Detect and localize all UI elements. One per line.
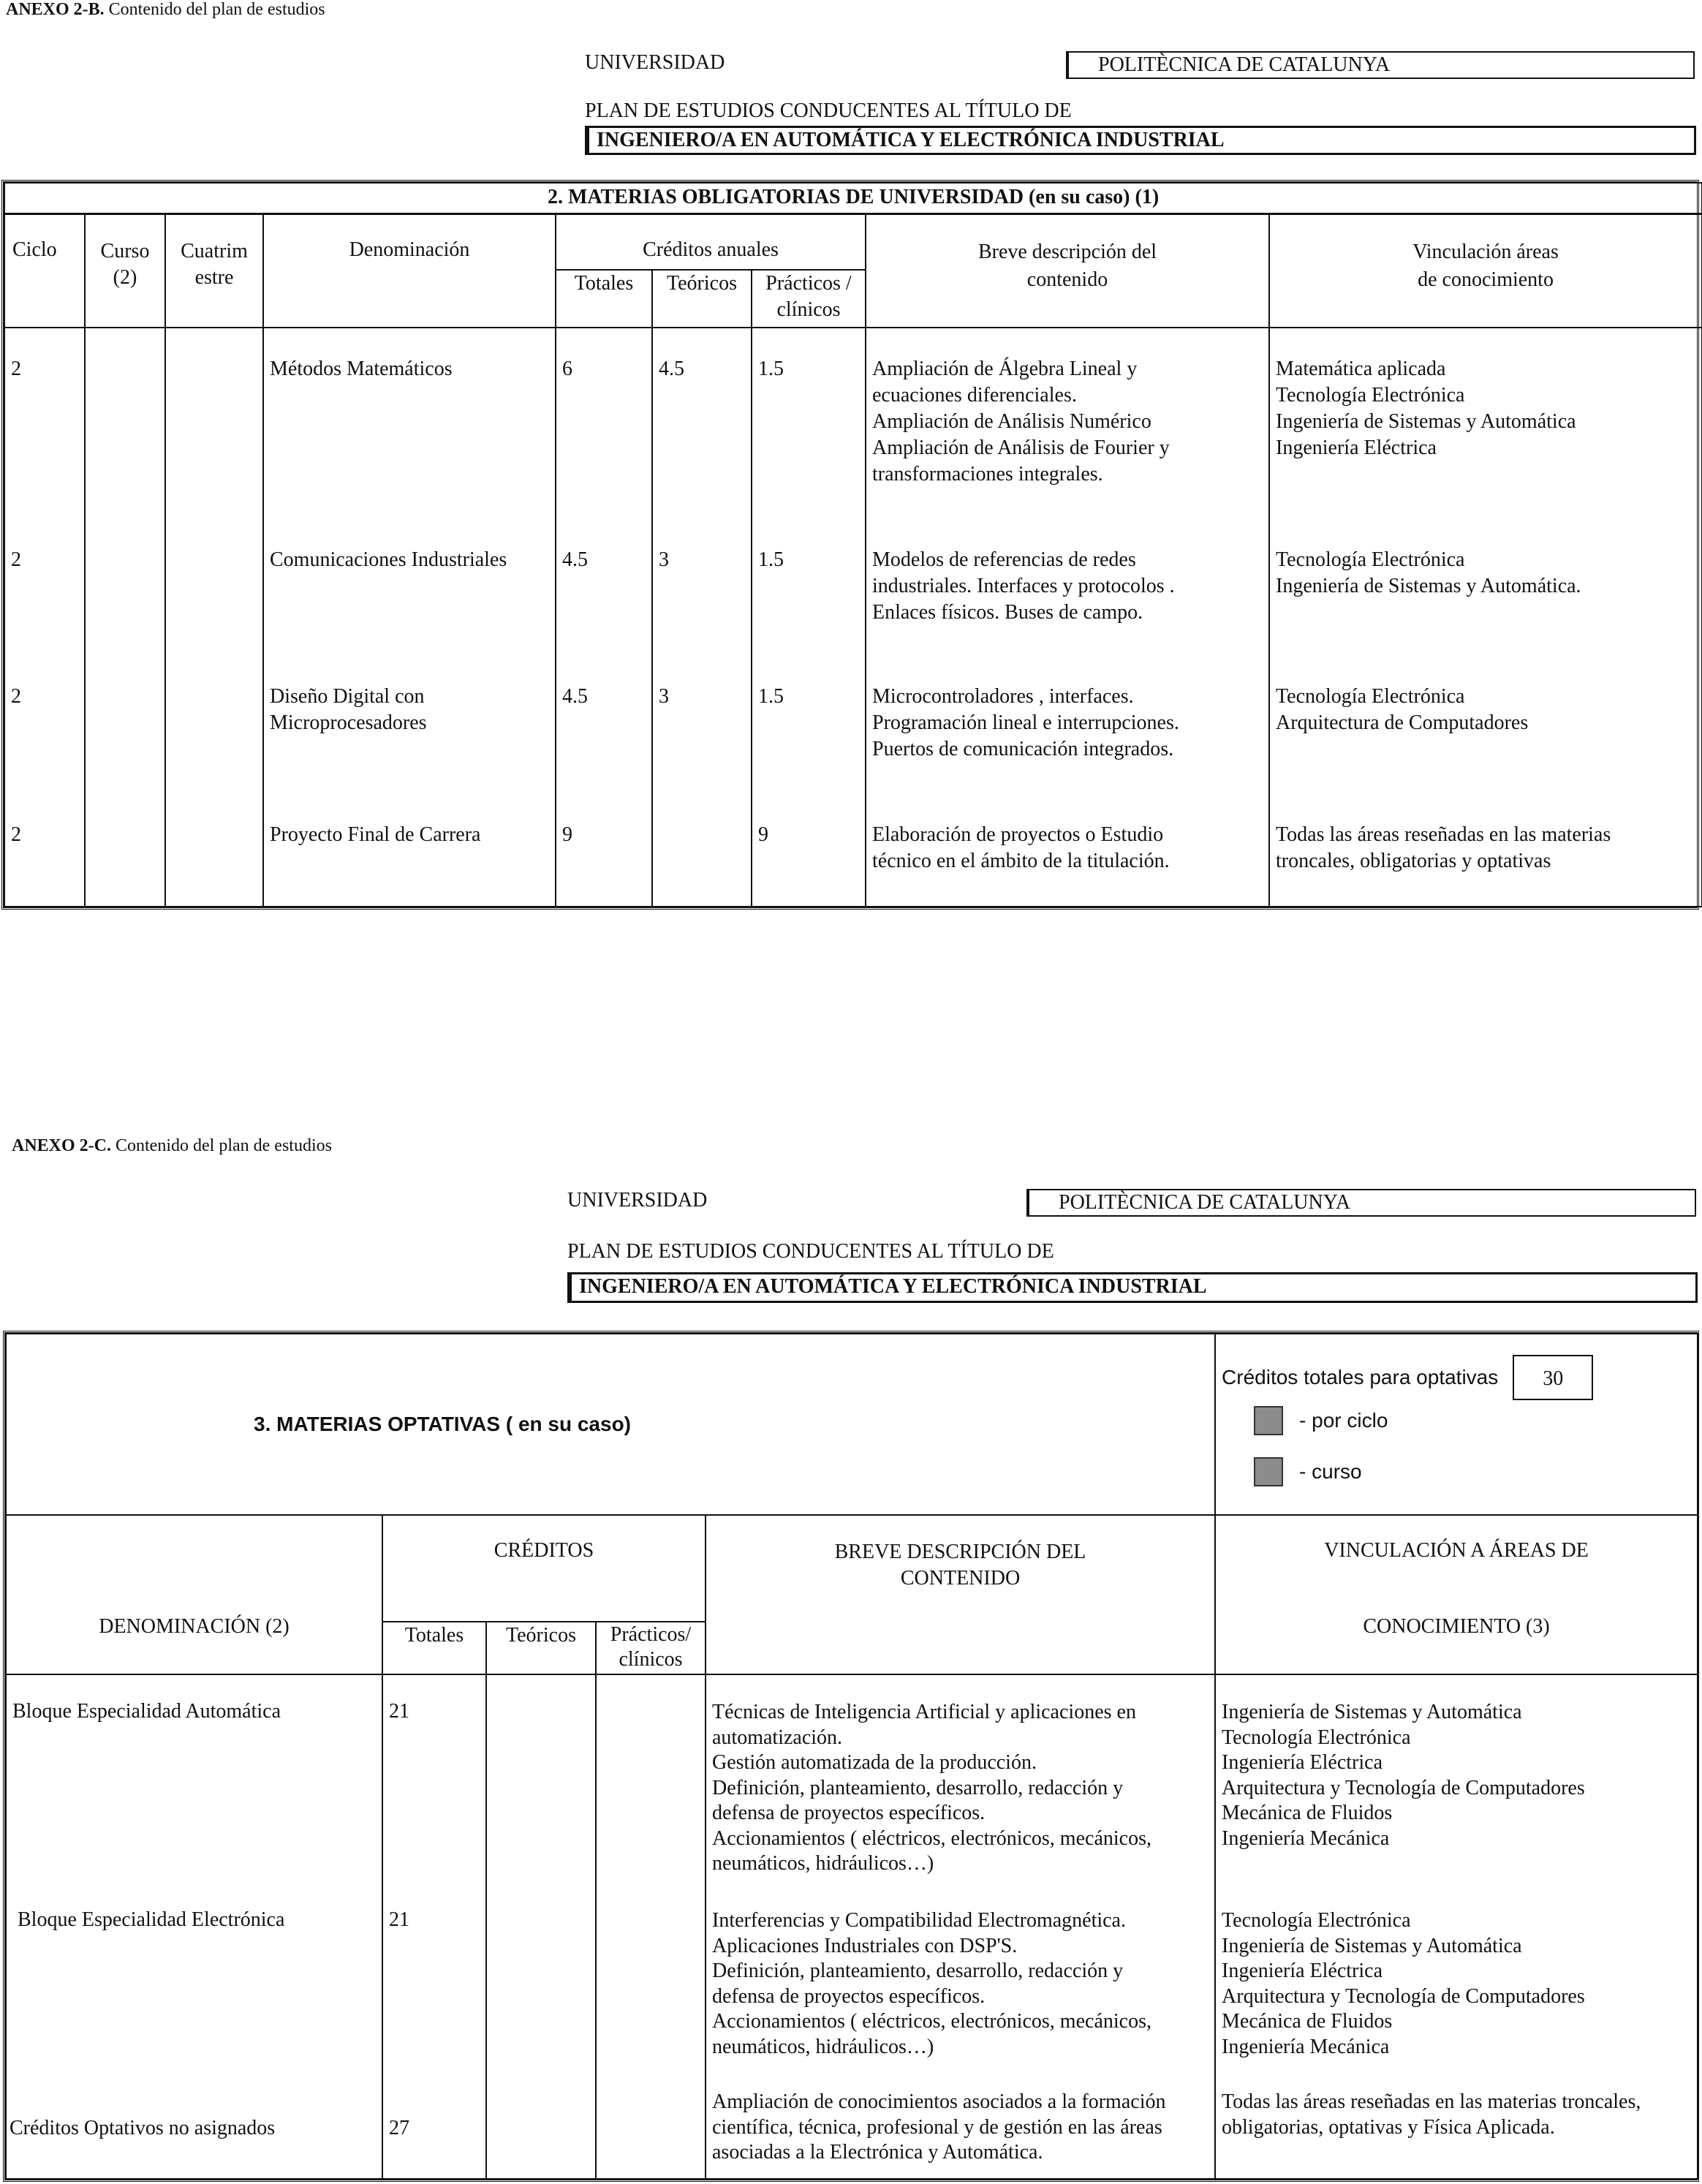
descripcion-line: automatización. <box>712 1726 843 1749</box>
header-denominacion: Denominación <box>263 214 556 328</box>
header-curso: Curso (2) <box>85 214 165 328</box>
descripcion-line: Aplicaciones Industriales con DSP'S. <box>712 1934 1018 1957</box>
cell-totales: 9 <box>556 794 652 907</box>
cell-vinculacion <box>1269 519 1702 656</box>
annex-c-universidad-value: POLITÈCNICA DE CATALUNYA <box>1026 1189 1696 1217</box>
header-vinculacion-top: VINCULACIÓN A ÁREAS DE <box>1324 1539 1589 1562</box>
descripcion-line: Definición, planteamiento, desarrollo, redacción y <box>712 1960 1124 1982</box>
annex-b-degree: INGENIERO/A EN AUTOMÁTICA Y ELECTRÓNICA INDUSTRIAL <box>585 126 1696 155</box>
cell-practicos <box>596 1674 706 1903</box>
annex-b-universidad-label: UNIVERSIDAD <box>585 51 725 74</box>
header-vinculacion-bottom: CONOCIMIENTO (3) <box>1363 1615 1550 1638</box>
vinculacion-line: Todas las áreas reseñadas en las materias <box>1276 823 1611 847</box>
vinculacion-line: Tecnología Electrónica <box>1222 1909 1411 1932</box>
descripcion-line: ecuaciones diferenciales. <box>872 383 1077 407</box>
descripcion-line: Interferencias y Compatibilidad Electromagnética. <box>712 1909 1126 1932</box>
vinculacion-line: Ingeniería Mecánica <box>1222 2035 1390 2058</box>
creditos-totales-value: 30 <box>1513 1355 1593 1400</box>
cell-descripcion <box>706 1674 1215 1903</box>
descripcion-line: Ampliación de Análisis de Fourier y <box>872 436 1170 459</box>
descripcion-line: Accionamientos ( eléctricos, electrónicos, mecánicos, <box>712 1826 1151 1850</box>
annex-b-title-rest: Contenido del plan de estudios <box>104 0 325 19</box>
descripcion-line: Ampliación de conocimientos asociados a la formación <box>712 2090 1166 2113</box>
cell-curso <box>85 794 165 907</box>
vinculacion-line: Ingeniería Eléctrica <box>1222 1960 1383 1982</box>
cell-vinculacion <box>1269 794 1702 907</box>
table-row <box>6 1903 1698 2069</box>
cell-practicos <box>596 1903 706 2069</box>
cell-curso <box>85 656 165 794</box>
cell-totales: 4.5 <box>556 656 652 794</box>
cell-teoricos <box>652 794 752 907</box>
descripcion-line: neumáticos, hidráulicos…) <box>712 2035 934 2058</box>
header-vinculacion <box>1215 1515 1698 1674</box>
descripcion-line: Ampliación de Análisis Numérico <box>872 409 1151 433</box>
annex-b-table-frame <box>1 180 1699 910</box>
header-descripcion: Breve descripción del contenido <box>866 214 1269 328</box>
header-creditos: CRÉDITOS <box>382 1515 706 1622</box>
header-practicos: Prácticos/ clínicos <box>596 1622 706 1674</box>
cell-practicos <box>596 2069 706 2179</box>
cell-ciclo: 2 <box>4 794 85 907</box>
por-ciclo-row <box>1254 1406 1697 1435</box>
descripcion-line: Accionamientos ( eléctricos, electrónicos, mecánicos, <box>712 2010 1151 2033</box>
cell-descripcion <box>866 328 1269 519</box>
vinculacion-line: Arquitectura y Tecnología de Computadores <box>1222 1984 1585 2008</box>
vinculacion-line: Todas las áreas reseñadas en las materias troncales, <box>1222 2090 1641 2113</box>
cell-ciclo: 2 <box>4 656 85 794</box>
vinculacion-line: Ingeniería de Sistemas y Automática. <box>1276 574 1581 597</box>
cell-practicos: 1.5 <box>752 656 866 794</box>
descripcion-line: Elaboración de proyectos o Estudio <box>872 823 1164 847</box>
vinculacion-line: Arquitectura y Tecnología de Computadores <box>1222 1776 1585 1799</box>
header-teoricos: Teóricos <box>486 1622 596 1674</box>
table-row <box>4 794 1702 907</box>
descripcion-line: Enlaces físicos. Buses de campo. <box>872 600 1143 624</box>
cell-descripcion <box>706 2069 1215 2179</box>
cell-denominacion: Comunicaciones Industriales <box>263 519 556 656</box>
vinculacion-line: Arquitectura de Computadores <box>1276 711 1529 734</box>
cell-practicos: 9 <box>752 794 866 907</box>
cell-vinculacion <box>1269 328 1702 519</box>
cell-cuatrimestre <box>165 519 263 656</box>
descripcion-line: Gestión automatizada de la producción. <box>712 1751 1037 1774</box>
header-ciclo: Ciclo <box>4 214 85 328</box>
table-row <box>6 2069 1698 2179</box>
table-row <box>6 1674 1698 1903</box>
annex-c-plan-label: PLAN DE ESTUDIOS CONDUCENTES AL TÍTULO DE <box>567 1240 1054 1263</box>
vinculacion-line: Ingeniería Mecánica <box>1222 1826 1390 1850</box>
annex-c-title <box>12 1136 332 1156</box>
cell-curso <box>85 519 165 656</box>
cell-totales: 4.5 <box>556 519 652 656</box>
obligatorias-table <box>4 182 1702 907</box>
cell-totales: 27 <box>382 2069 486 2179</box>
vinculacion-line: Matemática aplicada <box>1276 357 1446 380</box>
annex-b-plan-label: PLAN DE ESTUDIOS CONDUCENTES AL TÍTULO DE <box>585 99 1072 122</box>
cell-denominacion: Proyecto Final de Carrera <box>263 794 556 907</box>
cell-ciclo: 2 <box>4 519 85 656</box>
descripcion-line: defensa de proyectos específicos. <box>712 1984 986 2008</box>
table-row <box>4 656 1702 794</box>
cell-descripcion <box>706 1903 1215 2069</box>
header-denominacion: DENOMINACIÓN (2) <box>6 1515 382 1674</box>
vinculacion-line: Ingeniería Eléctrica <box>1276 436 1437 459</box>
cell-cuatrimestre <box>165 328 263 519</box>
annex-c-table-frame <box>3 1331 1699 2182</box>
cell-descripcion <box>866 794 1269 907</box>
curso-label: - curso <box>1299 1460 1362 1483</box>
cell-totales: 6 <box>556 328 652 519</box>
descripcion-line: Ampliación de Álgebra Lineal y <box>872 357 1138 380</box>
descripcion-line: Microcontroladores , interfaces. <box>872 684 1134 708</box>
cell-teoricos <box>486 1903 596 2069</box>
annex-c-title-rest: Contenido del plan de estudios <box>111 1136 332 1155</box>
descripcion-line: neumáticos, hidráulicos…) <box>712 1852 934 1875</box>
cell-cuatrimestre <box>165 656 263 794</box>
header-teoricos: Teóricos <box>652 270 752 328</box>
cell-denominacion: Métodos Matemáticos <box>263 328 556 519</box>
vinculacion-line: Ingeniería de Sistemas y Automática <box>1222 1701 1522 1723</box>
optativas-title-cell <box>6 1334 1215 1515</box>
cell-teoricos <box>486 1674 596 1903</box>
descripcion-line: asociadas a la Electrónica y Automática. <box>712 2141 1043 2164</box>
por-ciclo-checkbox[interactable] <box>1254 1406 1283 1435</box>
vinculacion-line: troncales, obligatorias y optativas <box>1276 850 1551 873</box>
por-ciclo-label: - por ciclo <box>1299 1409 1388 1432</box>
header-totales: Totales <box>382 1622 486 1674</box>
cell-curso <box>85 328 165 519</box>
cell-descripcion <box>866 519 1269 656</box>
cell-practicos: 1.5 <box>752 328 866 519</box>
vinculacion-line: Tecnología Electrónica <box>1276 684 1465 708</box>
cell-practicos: 1.5 <box>752 519 866 656</box>
descripcion-line: Técnicas de Inteligencia Artificial y aplicaciones en <box>712 1701 1136 1723</box>
curso-row <box>1254 1457 1697 1486</box>
cell-denominacion: Diseño Digital con Microprocesadores <box>263 656 556 794</box>
descripcion-line: Modelos de referencias de redes <box>872 548 1136 571</box>
header-vinculacion: Vinculación áreas de conocimiento <box>1269 214 1702 328</box>
cell-descripcion <box>866 656 1269 794</box>
creditos-totales-row <box>1222 1355 1697 1400</box>
creditos-totales-panel <box>1215 1334 1698 1515</box>
descripcion-line: Definición, planteamiento, desarrollo, redacción y <box>712 1776 1124 1799</box>
cell-vinculacion <box>1215 1903 1698 2069</box>
optativas-table <box>5 1333 1698 2180</box>
vinculacion-line: Tecnología Electrónica <box>1276 548 1465 571</box>
cell-denominacion: Créditos Optativos no asignados <box>6 2069 382 2179</box>
cell-totales: 21 <box>382 1903 486 2069</box>
curso-checkbox[interactable] <box>1254 1457 1283 1486</box>
creditos-totales-label: Créditos totales para optativas <box>1222 1366 1499 1388</box>
cell-teoricos <box>486 2069 596 2179</box>
cell-ciclo: 2 <box>4 328 85 519</box>
cell-vinculacion <box>1215 1674 1698 1903</box>
annex-c-title-bold: ANEXO 2-C. <box>12 1136 111 1155</box>
cell-totales: 21 <box>382 1674 486 1903</box>
cell-denominacion: Bloque Especialidad Electrónica <box>6 1903 382 2069</box>
header-cuatrimestre: Cuatrim estre <box>165 214 263 328</box>
descripcion-line: transformaciones integrales. <box>872 462 1103 485</box>
annex-c-degree: INGENIERO/A EN AUTOMÁTICA Y ELECTRÓNICA INDUSTRIAL <box>567 1272 1698 1303</box>
cell-cuatrimestre <box>165 794 263 907</box>
cell-teoricos: 3 <box>652 519 752 656</box>
header-creditos-anuales: Créditos anuales <box>556 214 866 270</box>
cell-teoricos: 4.5 <box>652 328 752 519</box>
vinculacion-line: Tecnología Electrónica <box>1276 383 1465 407</box>
vinculacion-line: Tecnología Electrónica <box>1222 1726 1411 1749</box>
vinculacion-line: Ingeniería de Sistemas y Automática <box>1276 409 1576 433</box>
vinculacion-line: Ingeniería de Sistemas y Automática <box>1222 1934 1522 1957</box>
cell-vinculacion <box>1269 656 1702 794</box>
annex-b-title-bold: ANEXO 2-B. <box>6 0 105 19</box>
cell-teoricos: 3 <box>652 656 752 794</box>
header-descripcion: BREVE DESCRIPCIÓN DEL CONTENIDO <box>706 1515 1215 1674</box>
optativas-table-title: 3. MATERIAS OPTATIVAS ( en su caso) <box>254 1413 632 1435</box>
annex-b-title <box>6 0 325 20</box>
obligatorias-table-title: 2. MATERIAS OBLIGATORIAS DE UNIVERSIDAD (en su caso) (1) <box>4 183 1702 214</box>
annex-b-universidad-value: POLITÈCNICA DE CATALUNYA <box>1066 51 1695 79</box>
table-row <box>4 519 1702 656</box>
vinculacion-line: Mecánica de Fluidos <box>1222 1802 1393 1824</box>
table-row <box>4 328 1702 519</box>
vinculacion-line: Ingeniería Eléctrica <box>1222 1751 1383 1774</box>
cell-denominacion: Bloque Especialidad Automática <box>6 1674 382 1903</box>
descripcion-line: Programación lineal e interrupciones. <box>872 711 1179 734</box>
cell-vinculacion <box>1215 2069 1698 2179</box>
descripcion-line: defensa de proyectos específicos. <box>712 1802 986 1824</box>
descripcion-line: industriales. Interfaces y protocolos . <box>872 574 1175 597</box>
descripcion-line: técnico en el ámbito de la titulación. <box>872 850 1170 873</box>
vinculacion-line: obligatorias, optativas y Física Aplicada. <box>1222 2115 1555 2139</box>
header-practicos: Prácticos / clínicos <box>752 270 866 328</box>
header-totales: Totales <box>556 270 652 328</box>
vinculacion-line: Mecánica de Fluidos <box>1222 2010 1393 2033</box>
descripcion-line: Puertos de comunicación integrados. <box>872 737 1174 760</box>
descripcion-line: científica, técnica, profesional y de gestión en las áreas <box>712 2115 1162 2139</box>
annex-c-universidad-label: UNIVERSIDAD <box>567 1189 708 1212</box>
